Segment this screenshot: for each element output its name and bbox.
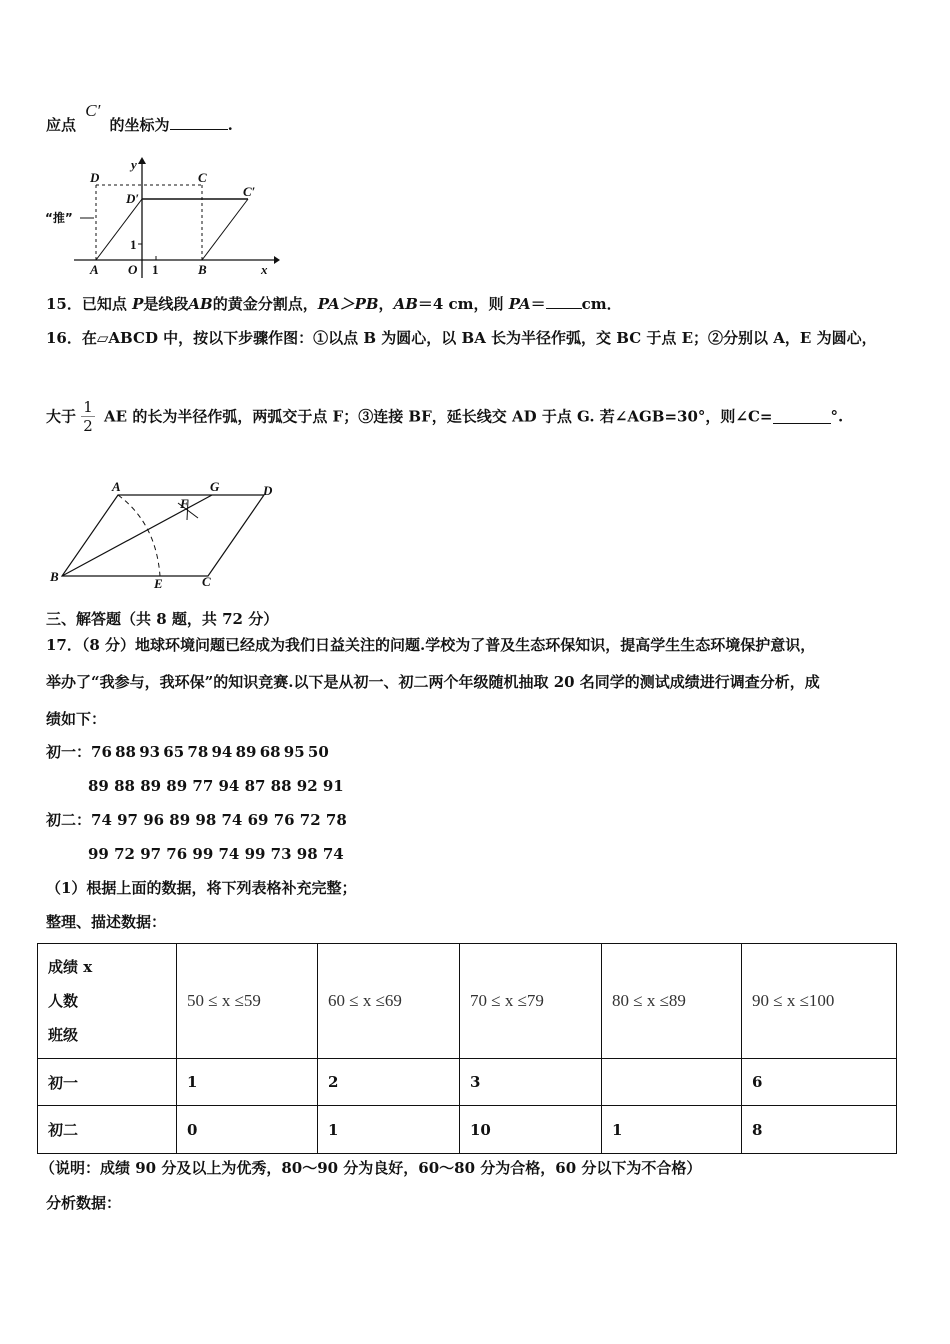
table-cell: 3: [460, 1059, 602, 1106]
table-cell: 1: [602, 1106, 742, 1154]
c-prime-symbol: C′: [85, 101, 101, 120]
label-C: C: [202, 574, 211, 589]
range-80-89: 80 ≤ x ≤89: [602, 944, 742, 1059]
label-one-y: 1: [130, 237, 137, 252]
grade1-row2: 89 88 89 89 77 94 87 88 92 91: [88, 777, 344, 795]
table-cell: 8: [742, 1106, 897, 1154]
label-G: G: [210, 479, 220, 494]
label-one-x: 1: [152, 262, 159, 277]
q17-para-line1: 17．（8 分）地球环境问题已经成为我们日益关注的问题.学校为了普及生态环保知识，提高学生生态环境保护意识，: [46, 636, 816, 654]
q17-para-line2: 举办了“我参与，我环保”的知识竞赛.以下是从初一、初二两个年级随机抽取 20 名同学的测试成绩进行调查分析，成: [46, 673, 820, 691]
label-x: x: [261, 262, 268, 277]
q16-line2: 大于 $\frac{1}{2}$ AE 的长为半径作弧，两弧交于点 F；③连接 BF，延长线交 AD 于点 G. 若∠AGB=30°，则∠C= °.: [46, 398, 844, 435]
organize-heading: 整理、描述数据：: [46, 913, 167, 931]
label-A: A: [90, 262, 99, 277]
range-60-69: 60 ≤ x ≤69: [318, 944, 460, 1059]
label-D: D: [263, 483, 273, 498]
header-label-cell: 成绩 x 人数 班级: [38, 944, 177, 1059]
grade2-row2: 99 72 97 76 99 74 99 73 98 74: [88, 845, 344, 863]
q15-answer-blank[interactable]: [546, 294, 582, 309]
label-B: B: [198, 262, 207, 277]
figure-coordinate-push: [44, 154, 280, 279]
section-heading: 三、解答题（共 8 题，共 72 分）: [46, 610, 279, 628]
label-C: C: [198, 170, 207, 185]
q14-tail-line: 应点 C′ 的坐标为 .: [46, 101, 233, 134]
range-50-59: 50 ≤ x ≤59: [177, 944, 318, 1059]
q15-line: 15．已知点 P是线段AB的黄金分割点，PA＞PB，AB＝4 cm，则 PA＝ cm．: [46, 295, 622, 313]
row-label: 初一: [38, 1059, 177, 1106]
q14-answer-blank[interactable]: [170, 115, 228, 130]
label-y: y: [131, 157, 137, 172]
q17-para-line3: 绩如下：: [46, 710, 107, 728]
table-cell-empty[interactable]: [602, 1059, 742, 1106]
table-row: [38, 1059, 897, 1106]
range-70-79: 70 ≤ x ≤79: [460, 944, 602, 1059]
label-D-prime: D′: [126, 191, 140, 206]
q16-answer-blank[interactable]: [773, 409, 831, 424]
label-B: B: [50, 569, 59, 584]
analyze-heading: 分析数据：: [46, 1194, 122, 1212]
fraction-one-half: $\frac{1}{2}$: [83, 398, 93, 435]
label-O: O: [128, 262, 138, 277]
label-C-prime: C′: [243, 184, 256, 199]
q16-line1: 16．在▱ABCD 中，按以下步骤作图：①以点 B 为圆心，以 BA 长为半径作弧，交 BC 于点 E；②分别以 A，E 为圆心，: [46, 329, 877, 347]
score-distribution-table: [37, 943, 897, 1154]
figure-parallelogram-construction: [44, 478, 284, 593]
table-cell: 0: [177, 1106, 318, 1154]
label-E: E: [154, 576, 163, 591]
table-cell: 1: [177, 1059, 318, 1106]
grade1-row1: 初一：76 88 93 65 78 94 89 68 95 50: [46, 743, 329, 761]
grading-note: （说明：成绩 90 分及以上为优秀，80～90 分为良好，60～80 分为合格，60 分以下为不合格）: [40, 1159, 702, 1177]
table-row: [38, 1106, 897, 1154]
grade2-row1: 初二：74 97 96 89 98 74 69 76 72 78: [46, 811, 347, 829]
table-cell: 1: [318, 1106, 460, 1154]
table-cell: 6: [742, 1059, 897, 1106]
table-cell: 10: [460, 1106, 602, 1154]
range-90-100: 90 ≤ x ≤100: [742, 944, 897, 1059]
table-header-row: [38, 944, 897, 1059]
label-D: D: [90, 170, 100, 185]
table-cell: 2: [318, 1059, 460, 1106]
sub-question-1: （1）根据上面的数据，将下列表格补充完整；: [46, 879, 357, 897]
row-label: 初二: [38, 1106, 177, 1154]
push-label: “推”: [45, 211, 73, 225]
label-F: F: [180, 496, 189, 511]
label-A: A: [112, 479, 121, 494]
